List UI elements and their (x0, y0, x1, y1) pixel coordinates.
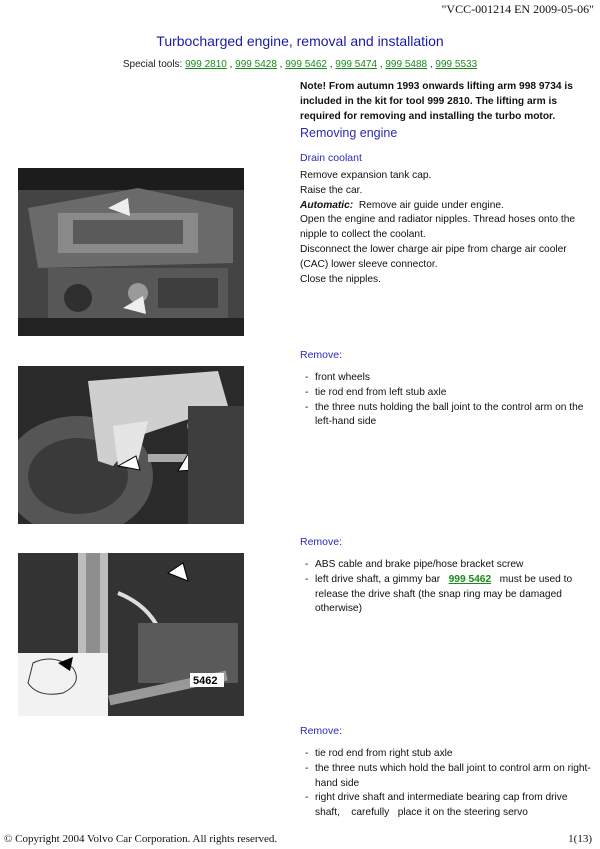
control-arm-illustration (18, 366, 244, 524)
tool-link-inline[interactable]: 999 5462 (448, 573, 492, 585)
remove-heading-1: Remove: (300, 349, 343, 361)
list-item: - the three nuts which hold the ball joint to control arm on right-hand side (300, 762, 595, 792)
drive-shaft-illustration (18, 553, 244, 716)
section-heading-removing-engine: Removing engine (300, 126, 398, 140)
copyright-footer: © Copyright 2004 Volvo Car Corporation. All rights reserved. (4, 833, 278, 845)
tool-link[interactable]: 999 5533 (435, 59, 478, 70)
instruction-line: Open the engine and radiator nipples. Thread hoses onto the nipple to collect the coolant. (300, 214, 576, 241)
page-title: Turbocharged engine, removal and installation (156, 33, 444, 49)
list-item: - tie rod end from right stub axle (300, 747, 595, 762)
drain-coolant-instructions (300, 169, 595, 287)
list-item-text: right drive shaft and intermediate bearing cap from drive shaft, (315, 792, 568, 819)
instruction-line: Disconnect the lower charge air pipe from charge air cooler (CAC) lower sleeve connector. (300, 243, 567, 270)
drive-shaft-photo (18, 553, 244, 716)
remove-heading-3: Remove: (300, 725, 343, 737)
subheading-drain-coolant: Drain coolant (300, 152, 362, 164)
list-item-with-tool (300, 573, 595, 617)
engine-bay-illustration (18, 168, 244, 336)
document-code: "VCC-001214 EN 2009-05-06" (441, 2, 594, 16)
remove-heading-2: Remove: (300, 536, 343, 548)
control-arm-photo (18, 366, 244, 524)
instruction-line-automatic (300, 199, 595, 214)
tool-link[interactable]: 999 5474 (335, 59, 378, 70)
page-number: 1(13) (568, 833, 592, 845)
list-item-text: left drive shaft, a gimmy bar (315, 573, 441, 585)
tool-link[interactable]: 999 5488 (385, 59, 428, 70)
instruction-line: Remove expansion tank cap. (300, 170, 432, 181)
remove-list-1 (300, 371, 595, 430)
tool-number-label: 5462 (193, 675, 218, 687)
list-item: - the three nuts holding the ball joint to the control arm on the left-hand side (300, 401, 595, 431)
tool-link[interactable]: 999 2810 (185, 59, 227, 70)
remove-list-2 (300, 558, 595, 617)
special-tools-line: Special tools: 999 2810 , 999 5428 , 999 5462 , 999 5474 , 999 5488 , 999 5533 (122, 59, 478, 70)
list-item: - ABS cable and brake pipe/hose bracket screw (300, 558, 595, 573)
emphasis-text: carefully (351, 807, 390, 819)
list-item: - front wheels (300, 371, 595, 386)
tool-link[interactable]: 999 5428 (235, 59, 277, 70)
automatic-label: Automatic: (300, 199, 354, 211)
tool-link[interactable]: 999 5462 (285, 59, 327, 70)
list-item: - tie rod end from left stub axle (300, 386, 595, 401)
list-item-text: must be used to release the drive shaft (the snap ring may be damaged otherwise) (315, 573, 573, 615)
note-text: Note! From autumn 1993 onwards lifting arm 998 9734 is included in the kit for tool 999 2810. The lifting arm is required for removing and installing the turbo motor. (300, 81, 573, 122)
instruction-line: Close the nipples. (300, 273, 381, 285)
special-tools-label: Special tools: (122, 59, 183, 70)
engine-bay-photo (18, 168, 244, 336)
instruction-line: Raise the car. (300, 184, 363, 196)
list-item-text: place it on the steering servo (397, 807, 528, 819)
remove-list-3 (300, 747, 595, 821)
list-item-with-emphasis (300, 791, 595, 821)
automatic-text: Remove air guide under engine. (358, 199, 504, 211)
